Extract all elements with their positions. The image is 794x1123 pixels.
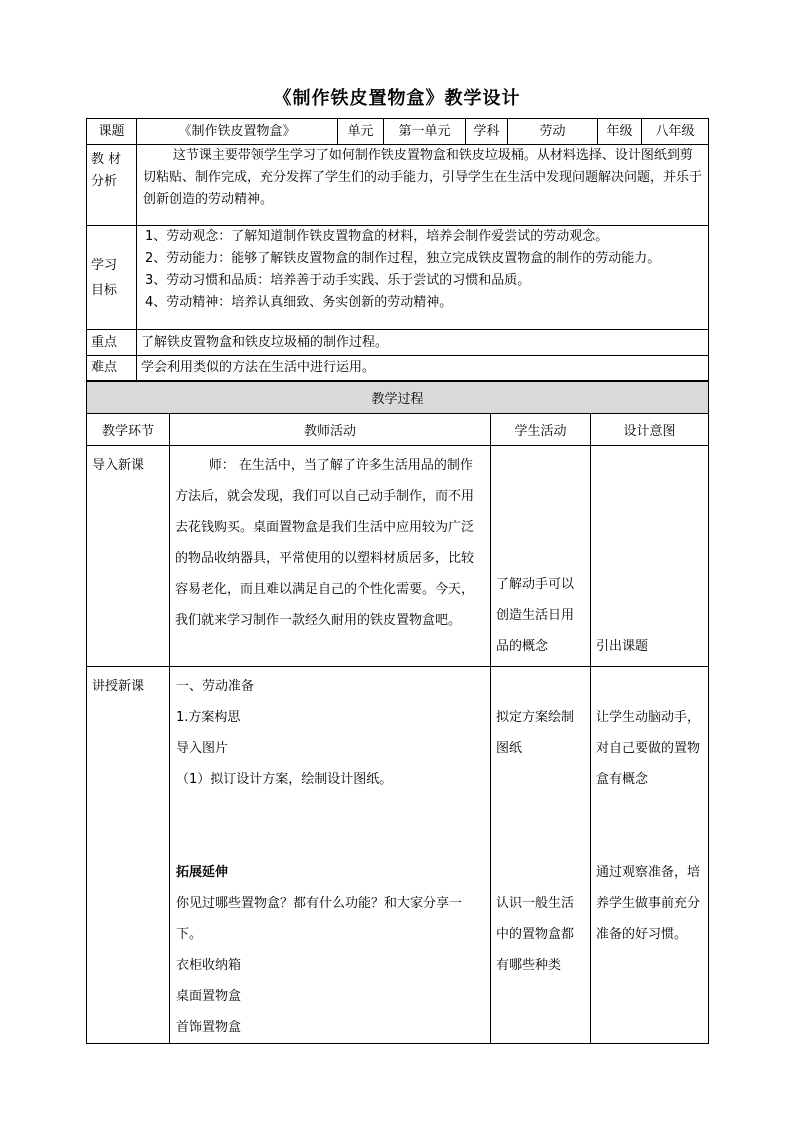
- col-intent-header: 设计意图: [591, 414, 709, 446]
- intro-stage: 导入新课: [87, 446, 170, 667]
- intro-student-activity: 了解动手可以创造生活日用品的概念: [491, 446, 591, 667]
- topic-label: 课题: [87, 119, 137, 145]
- col-teacher-header: 教师活动: [170, 414, 491, 446]
- design-intent-2: 通过观察准备，培养学生做事前充分准备的好习惯。: [596, 865, 701, 942]
- analysis-label: [87, 145, 137, 226]
- analysis-label-line1: 教 材: [91, 152, 122, 167]
- grade-value: 八年级: [642, 119, 709, 145]
- intro-design-intent: 引出课题: [591, 446, 709, 667]
- activity-line: （1）拟订设计方案，绘制设计图纸。: [176, 772, 393, 787]
- key-text: 了解铁皮置物盒和铁皮垃圾桶的制作过程。: [137, 330, 709, 356]
- extend-title: 拓展延伸: [176, 865, 229, 880]
- new-student-activity: [491, 667, 591, 1044]
- extend-item: 首饰置物盒: [176, 1020, 242, 1035]
- subject-label: 学科: [466, 119, 508, 145]
- activity-line: 一、劳动准备: [176, 679, 255, 694]
- lesson-info-table: [86, 118, 709, 381]
- goals-label: [87, 226, 137, 330]
- goals-label-line2: 目标: [91, 282, 118, 298]
- key-label: 重点: [87, 330, 137, 356]
- topic-value: 《制作铁皮置物盒》: [137, 119, 338, 145]
- new-design-intent: [591, 667, 709, 1044]
- student-activity-1: 拟定方案绘制图纸: [496, 710, 575, 756]
- goal-item: 2、劳动能力：能够了解铁皮置物盒的制作过程，独立完成铁皮置物盒的制作的劳动能力。: [145, 251, 661, 266]
- goal-item: 1、劳动观念：了解知道制作铁皮置物盒的材料，培养会制作爱尝试的劳动观念。: [145, 229, 609, 244]
- extend-question: 你见过哪些置物盒？都有什么功能？和大家分享一下。: [176, 896, 463, 942]
- grade-label: 年级: [598, 119, 642, 145]
- new-stage: 讲授新课: [87, 667, 170, 1044]
- goals-list: [137, 226, 709, 330]
- activity-line: 1.方案构思: [176, 710, 241, 725]
- extend-item: 衣柜收纳箱: [176, 958, 242, 973]
- student-activity-2: 认识一般生活中的置物盒都有哪些种类: [496, 896, 575, 973]
- goal-item: 4、劳动精神：培养认真细致、务实创新的劳动精神。: [145, 295, 453, 310]
- page-title: 《制作铁皮置物盒》教学设计: [273, 88, 521, 109]
- col-student-header: 学生活动: [491, 414, 591, 446]
- analysis-text: 这节课主要带领学生学习了如何制作铁皮置物盒和铁皮垃圾桶。从材料选择、设计图纸到剪切粘贴、制作完成，充分发挥了学生们的动手能力，引导学生在生活中发现问题解决问题，并乐于创新创造的劳动精神。: [137, 145, 709, 226]
- goal-item: 3、劳动习惯和品质：培养善于动手实践、乐于尝试的习惯和品质。: [145, 273, 531, 288]
- difficulty-text: 学会利用类似的方法在生活中进行运用。: [137, 356, 709, 381]
- unit-label: 单元: [338, 119, 384, 145]
- intro-teacher-activity: 师： 在生活中，当了解了许多生活用品的制作方法后，就会发现，我们可以自己动手制作，而不用去花钱购买。桌面置物盒是我们生活中应用较为广泛的物品收纳器具，平常使用的以塑料材质居多，比较容易老化，而且难以满足自己的个性化需要。今天，我们就来学习制作一款经久耐用的铁皮置物盒吧。: [170, 446, 491, 667]
- activity-line: 导入图片: [176, 741, 229, 756]
- col-stage-header: 教学环节: [87, 414, 170, 446]
- teaching-process-table: [86, 381, 709, 1044]
- design-intent-1: 让学生动脑动手，对自己要做的置物盒有概念: [596, 710, 701, 787]
- process-header: 教学过程: [87, 382, 709, 414]
- goals-label-line1: 学习: [91, 257, 118, 273]
- unit-value: 第一单元: [384, 119, 466, 145]
- subject-value: 劳动: [508, 119, 598, 145]
- extend-item: 桌面置物盒: [176, 989, 242, 1004]
- new-teacher-activity: [170, 667, 491, 1044]
- analysis-label-line2: 分析: [91, 174, 118, 189]
- difficulty-label: 难点: [87, 356, 137, 381]
